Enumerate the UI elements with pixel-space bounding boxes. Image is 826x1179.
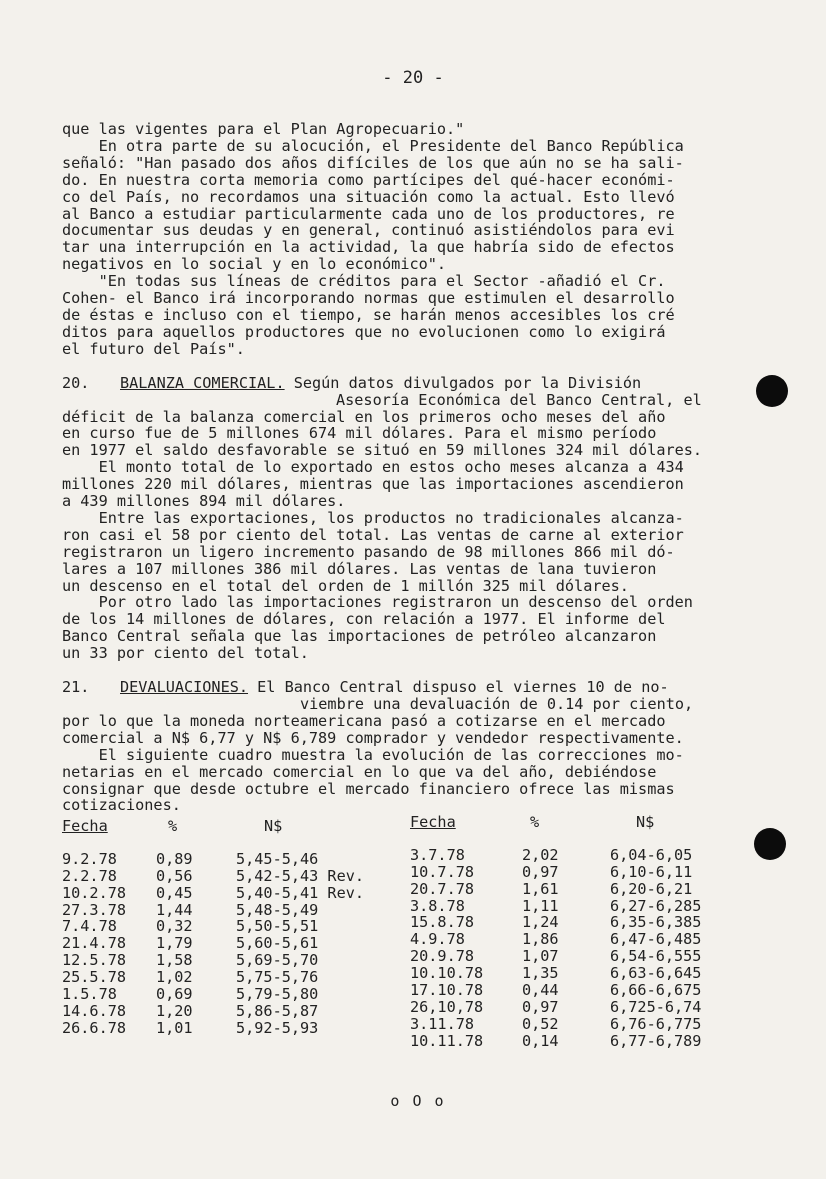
document-body bbox=[62, 121, 774, 814]
text-line: Banco Central señala que las importaciones de petróleo alcanzaron bbox=[62, 627, 657, 646]
table-row bbox=[62, 851, 364, 868]
text-line: a 439 millones 894 mil dólares. bbox=[62, 492, 346, 511]
cell-ns: 6,66-6,675 bbox=[610, 981, 702, 1000]
table-row bbox=[62, 902, 364, 919]
cell-pct: 1,02 bbox=[156, 968, 193, 987]
cell-ns: 5,48-5,49 bbox=[236, 900, 319, 919]
table-row bbox=[410, 965, 701, 982]
text-line: registraron un ligero incremento pasando de 98 millones 866 mil dó- bbox=[62, 542, 675, 561]
cell-fecha: 3.8.78 bbox=[410, 896, 465, 915]
text-line: cotizaciones. bbox=[62, 796, 181, 815]
section-number: 20. bbox=[62, 373, 90, 392]
table-row bbox=[410, 847, 701, 864]
table-row bbox=[62, 1020, 364, 1037]
table-row bbox=[62, 918, 364, 935]
cell-fecha: 27.3.78 bbox=[62, 900, 127, 919]
table-row bbox=[62, 935, 364, 952]
cell-ns: 5,92-5,93 bbox=[236, 1018, 319, 1037]
cell-ns: 5,86-5,87 bbox=[236, 1001, 319, 1020]
cell-pct: 0,97 bbox=[522, 997, 559, 1016]
cell-pct: 1,24 bbox=[522, 913, 559, 932]
cell-ns: 6,27-6,285 bbox=[610, 896, 702, 915]
text-line: que las vigentes para el Plan Agropecuario." bbox=[62, 120, 465, 138]
page-number: - 20 - bbox=[382, 68, 444, 88]
cell-fecha: 26,10,78 bbox=[410, 997, 484, 1016]
cell-ns: 6,63-6,645 bbox=[610, 964, 702, 983]
cell-fecha: 20.9.78 bbox=[410, 947, 475, 966]
cell-fecha: 1.5.78 bbox=[62, 985, 117, 1004]
text-line: negativos en lo social y en lo económico". bbox=[62, 255, 447, 274]
text-line: en 1977 el saldo desfavorable se situó en 59 millones 324 mil dólares. bbox=[62, 441, 703, 460]
header-pct: % bbox=[168, 817, 178, 835]
cell-ns: 5,45-5,46 bbox=[236, 849, 319, 868]
table-row bbox=[410, 931, 701, 948]
header-fecha: Fecha bbox=[62, 817, 108, 835]
table-row bbox=[410, 914, 701, 931]
table-row bbox=[410, 982, 701, 999]
header-pct: % bbox=[530, 813, 540, 831]
cell-fecha: 3.7.78 bbox=[410, 845, 465, 864]
cell-fecha: 21.4.78 bbox=[62, 934, 127, 953]
cell-ns: 6,77-6,789 bbox=[610, 1031, 702, 1050]
cell-fecha: 10.7.78 bbox=[410, 862, 475, 881]
text-line: documentar sus deudas y en general, continuó asistiéndolos para evi bbox=[62, 221, 675, 240]
cell-fecha: 7.4.78 bbox=[62, 917, 117, 936]
cell-pct: 0,69 bbox=[156, 985, 193, 1004]
text-line: "En todas sus líneas de créditos para el Sector -añadió el Cr. bbox=[62, 272, 666, 291]
cell-ns: 6,35-6,385 bbox=[610, 913, 702, 932]
table-row bbox=[410, 999, 701, 1016]
cell-pct: 0,32 bbox=[156, 917, 193, 936]
cell-fecha: 26.6.78 bbox=[62, 1018, 127, 1037]
section-20-second-line: Asesoría Económica del Banco Central, el bbox=[336, 390, 702, 409]
cell-fecha: 12.5.78 bbox=[62, 951, 127, 970]
cell-fecha: 4.9.78 bbox=[410, 930, 465, 949]
text-line: co del País, no recordamos una situación como la actual. Esto llevó bbox=[62, 187, 675, 206]
table-row bbox=[410, 1016, 701, 1033]
cell-pct: 1,11 bbox=[522, 896, 559, 915]
cell-pct: 1,86 bbox=[522, 930, 559, 949]
table-row bbox=[62, 1003, 364, 1020]
section-21-heading bbox=[62, 679, 774, 696]
text-line: déficit de la balanza comercial en los primeros ocho meses del año bbox=[62, 407, 666, 426]
text-line: al Banco a estudiar particularmente cada uno de los productores, re bbox=[62, 204, 675, 223]
table-header bbox=[410, 814, 701, 831]
cell-fecha: 20.7.78 bbox=[410, 879, 475, 898]
cell-pct: 1,20 bbox=[156, 1001, 193, 1020]
cell-ns: 5,40-5,41 Rev. bbox=[236, 883, 365, 902]
cell-ns: 6,725-6,74 bbox=[610, 997, 702, 1016]
cell-ns: 6,10-6,11 bbox=[610, 862, 693, 881]
table-row bbox=[410, 864, 701, 881]
table-row bbox=[410, 898, 701, 915]
text-line: millones 220 mil dólares, mientras que las importaciones ascendieron bbox=[62, 475, 684, 494]
cell-fecha: 25.5.78 bbox=[62, 968, 127, 987]
text-line: un 33 por ciento del total. bbox=[62, 644, 309, 663]
section-heading-text: El Banco Central dispuso el viernes 10 de no- bbox=[248, 678, 669, 697]
cell-pct: 1,58 bbox=[156, 951, 193, 970]
text-line: tar una interrupción en la actividad, la que habría sido de efectos bbox=[62, 238, 675, 257]
cell-ns: 5,79-5,80 bbox=[236, 985, 319, 1004]
cell-pct: 0,89 bbox=[156, 849, 193, 868]
table-row bbox=[410, 881, 701, 898]
section-title: DEVALUACIONES. bbox=[120, 678, 249, 697]
intro-paragraphs bbox=[62, 121, 774, 358]
table-row bbox=[62, 952, 364, 969]
cell-pct: 0,44 bbox=[522, 981, 559, 1000]
text-line: El monto total de lo exportado en estos ocho meses alcanza a 434 bbox=[62, 458, 684, 477]
table-row bbox=[62, 885, 364, 902]
section-21-second-line: viembre una devaluación de 0.14 por ciento, bbox=[300, 695, 694, 713]
cell-pct: 0,56 bbox=[156, 866, 193, 885]
cell-pct: 1,01 bbox=[156, 1018, 193, 1037]
cell-pct: 0,97 bbox=[522, 862, 559, 881]
cell-ns: 5,60-5,61 bbox=[236, 934, 319, 953]
cell-ns: 5,42-5,43 Rev. bbox=[236, 866, 365, 885]
header-fecha: Fecha bbox=[410, 813, 456, 831]
text-line: Cohen- el Banco irá incorporando normas que estimulen el desarrollo bbox=[62, 289, 675, 308]
text-line: En otra parte de su alocución, el Presidente del Banco República bbox=[62, 136, 684, 155]
cell-fecha: 2.2.78 bbox=[62, 866, 117, 885]
text-line: netarias en el mercado comercial en lo que va del año, debiéndose bbox=[62, 762, 657, 781]
punch-hole-bottom bbox=[754, 828, 786, 860]
cell-ns: 6,20-6,21 bbox=[610, 879, 693, 898]
cell-fecha: 14.6.78 bbox=[62, 1001, 127, 1020]
text-line: en curso fue de 5 millones 674 mil dólares. Para el mismo período bbox=[62, 424, 657, 443]
header-ns: N$ bbox=[264, 817, 283, 835]
text-line: consignar que desde octubre el mercado financiero ofrece las mismas bbox=[62, 779, 675, 798]
section-number: 21. bbox=[62, 678, 90, 697]
exchange-table-left bbox=[62, 818, 364, 1037]
text-line: Entre las exportaciones, los productos no tradicionales alcanza- bbox=[62, 508, 684, 527]
cell-fecha: 17.10.78 bbox=[410, 981, 484, 1000]
table-row bbox=[410, 1033, 701, 1050]
cell-fecha: 10.10.78 bbox=[410, 964, 484, 983]
text-line: señaló: "Han pasado dos años difíciles de los que aún no se ha sali- bbox=[62, 153, 684, 172]
section-20-text bbox=[62, 409, 774, 663]
cell-ns: 5,75-5,76 bbox=[236, 968, 319, 987]
exchange-table-right bbox=[410, 814, 701, 1050]
cell-pct: 1,79 bbox=[156, 934, 193, 953]
cell-fecha: 15.8.78 bbox=[410, 913, 475, 932]
text-line: ditos para aquellos productores que no evolucionen como lo exigirá bbox=[62, 322, 666, 341]
cell-ns: 6,47-6,485 bbox=[610, 930, 702, 949]
cell-pct: 2,02 bbox=[522, 845, 559, 864]
text-line: lares a 107 millones 386 mil dólares. Las ventas de lana tuvieron bbox=[62, 559, 657, 578]
cell-ns: 5,50-5,51 bbox=[236, 917, 319, 936]
cell-pct: 1,61 bbox=[522, 879, 559, 898]
table-row bbox=[62, 969, 364, 986]
table-header bbox=[62, 818, 364, 835]
table-row bbox=[62, 986, 364, 1003]
cell-pct: 0,45 bbox=[156, 883, 193, 902]
cell-ns: 5,69-5,70 bbox=[236, 951, 319, 970]
cell-pct: 1,44 bbox=[156, 900, 193, 919]
section-title: BALANZA COMERCIAL. bbox=[120, 373, 285, 392]
text-line: el futuro del País". bbox=[62, 339, 245, 358]
table-row bbox=[62, 868, 364, 885]
cell-fecha: 9.2.78 bbox=[62, 849, 117, 868]
page-footer: o O o bbox=[390, 1092, 446, 1110]
section-heading-text: Según datos divulgados por la División bbox=[284, 373, 642, 392]
text-line: El siguiente cuadro muestra la evolución de las correcciones mo- bbox=[62, 745, 684, 764]
text-line: un descenso en el total del orden de 1 millón 325 mil dólares. bbox=[62, 576, 629, 595]
cell-pct: 1,35 bbox=[522, 964, 559, 983]
section-21-text bbox=[62, 713, 774, 814]
cell-ns: 6,04-6,05 bbox=[610, 845, 693, 864]
cell-ns: 6,76-6,775 bbox=[610, 1014, 702, 1033]
cell-ns: 6,54-6,555 bbox=[610, 947, 702, 966]
cell-fecha: 3.11.78 bbox=[410, 1014, 475, 1033]
text-line: de los 14 millones de dólares, con relación a 1977. El informe del bbox=[62, 610, 666, 629]
table-row bbox=[410, 948, 701, 965]
text-line: por lo que la moneda norteamericana pasó a cotizarse en el mercado bbox=[62, 711, 666, 730]
cell-pct: 1,07 bbox=[522, 947, 559, 966]
section-20-heading bbox=[62, 375, 774, 392]
cell-fecha: 10.2.78 bbox=[62, 883, 127, 902]
text-line: do. En nuestra corta memoria como partícipes del qué-hacer económi- bbox=[62, 170, 675, 189]
text-line: de éstas e incluso con el tiempo, se harán menos accesibles los cré bbox=[62, 305, 675, 324]
header-ns: N$ bbox=[636, 813, 655, 831]
text-line: comercial a N$ 6,77 y N$ 6,789 comprador y vendedor respectivamente. bbox=[62, 728, 684, 747]
cell-pct: 0,14 bbox=[522, 1031, 559, 1050]
cell-fecha: 10.11.78 bbox=[410, 1031, 484, 1050]
cell-pct: 0,52 bbox=[522, 1014, 559, 1033]
text-line: Por otro lado las importaciones registraron un descenso del orden bbox=[62, 593, 693, 612]
text-line: ron casi el 58 por ciento del total. Las ventas de carne al exterior bbox=[62, 525, 684, 544]
